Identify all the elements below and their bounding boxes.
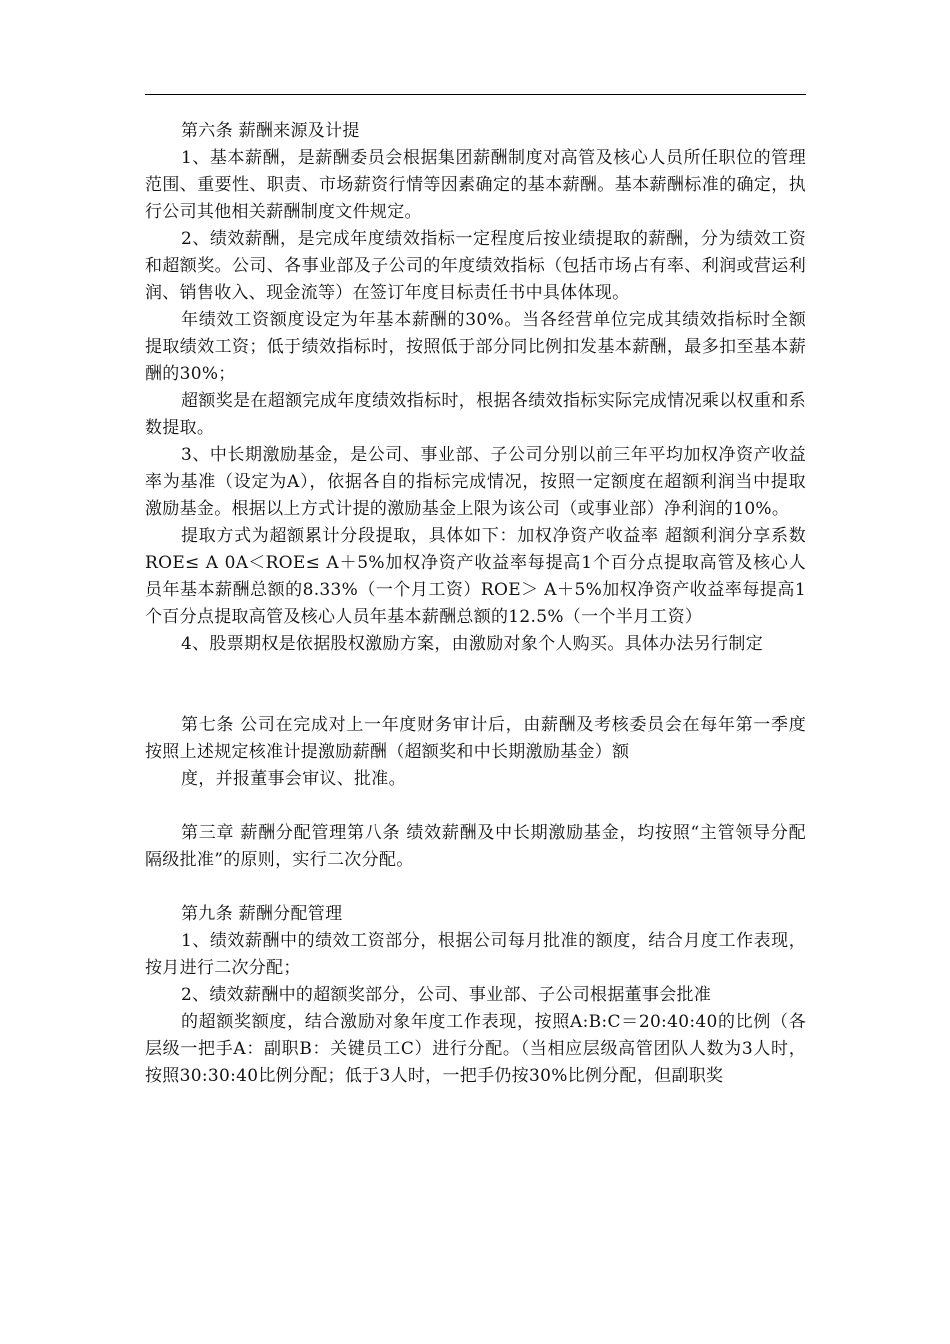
chapter-3-article-8: 第三章 薪酬分配管理第八条 绩效薪酬及中长期激励基金，均按照“主管领导分配隔级批准”的原则，实行二次分配。 [145, 823, 806, 870]
article-7-continuation: 度，并报董事会审议、批准。 [181, 769, 406, 789]
paragraph-excess-bonus: 超额奖是在超额完成年度绩效指标时，根据各绩效指标实际完成情况乘以权重和系数提取。 [145, 391, 806, 438]
paragraph-long-term-incentive: 3、中长期激励基金，是公司、事业部、子公司分别以前三年平均加权净资产收益率为基准（设定为A），依据各自的指标完成情况，按照一定额度在超额利润当中提取激励基金。根据以上方式计提的激励基金上限为该公司（或事业部）净利润的10%。 [145, 445, 806, 519]
article-9-heading: 第九条 薪酬分配管理 [181, 904, 343, 924]
paragraph-monthly-distribution: 1、绩效薪酬中的绩效工资部分，根据公司每月批准的额度，结合月度工作表现，按月进行二次分配； [145, 931, 806, 978]
spacer [145, 874, 806, 901]
paragraph-basic-salary: 1、基本薪酬，是薪酬委员会根据集团薪酬制度对高管及核心人员所任职位的管理范围、重要性、职责、市场薪资行情等因素确定的基本薪酬。基本薪酬标准的确定，执行公司其他相关薪酬制度文件规定。 [145, 148, 806, 222]
article-6-heading: 第六条 薪酬来源及计提 [181, 121, 360, 141]
spacer [145, 658, 806, 712]
paragraph-stock-options: 4、股票期权是依据股权激励方案，由激励对象个人购买。具体办法另行制定 [181, 634, 764, 654]
header-rule [145, 94, 806, 95]
paragraph-performance-salary: 2、绩效薪酬，是完成年度绩效指标一定程度后按业绩提取的薪酬，分为绩效工资和超额奖。公司、各事业部及子公司的年度绩效指标（包括市场占有率、利润或营运利润、销售收入、现金流等）在签订年度目标责任书中具体体现。 [145, 229, 806, 303]
paragraph-distribution-ratio: 的超额奖额度，结合激励对象年度工作表现，按照A:B:C＝20:40:40的比例（各层级一把手A：副职B：关键员工C）进行分配。（当相应层级高管团队人数为3人时，按照30:30:40比例分配；低于3人时，一把手仍按30%比例分配，但副职奖 [145, 1012, 806, 1086]
paragraph-performance-quota: 年绩效工资额度设定为年基本薪酬的30%。当各经营单位完成其绩效指标时全额提取绩效工资；低于绩效指标时，按照低于部分同比例扣发基本薪酬，最多扣至基本薪酬的30%； [145, 310, 806, 384]
article-7-paragraph: 第七条 公司在完成对上一年度财务审计后，由薪酬及考核委员会在每年第一季度按照上述规定核准计提激励薪酬（超额奖和中长期激励基金）额 [145, 715, 806, 762]
document-body [145, 118, 806, 1090]
spacer [145, 793, 806, 820]
paragraph-extraction-method: 提取方式为超额累计分段提取，具体如下：加权净资产收益率 超额利润分享系数ROE≤ A 0A＜ROE≤ A＋5%加权净资产收益率每提高1个百分点提取高管及核心人员年基本薪酬总额的8.33%（一个月工资）ROE＞ A＋5%加权净资产收益率每提高1个百分点提取高管及核心人员年基本薪酬总额的12.5%（一个半月工资） [145, 526, 806, 627]
paragraph-excess-bonus-distribution: 2、绩效薪酬中的超额奖部分，公司、事业部、子公司根据董事会批准 [181, 985, 712, 1005]
